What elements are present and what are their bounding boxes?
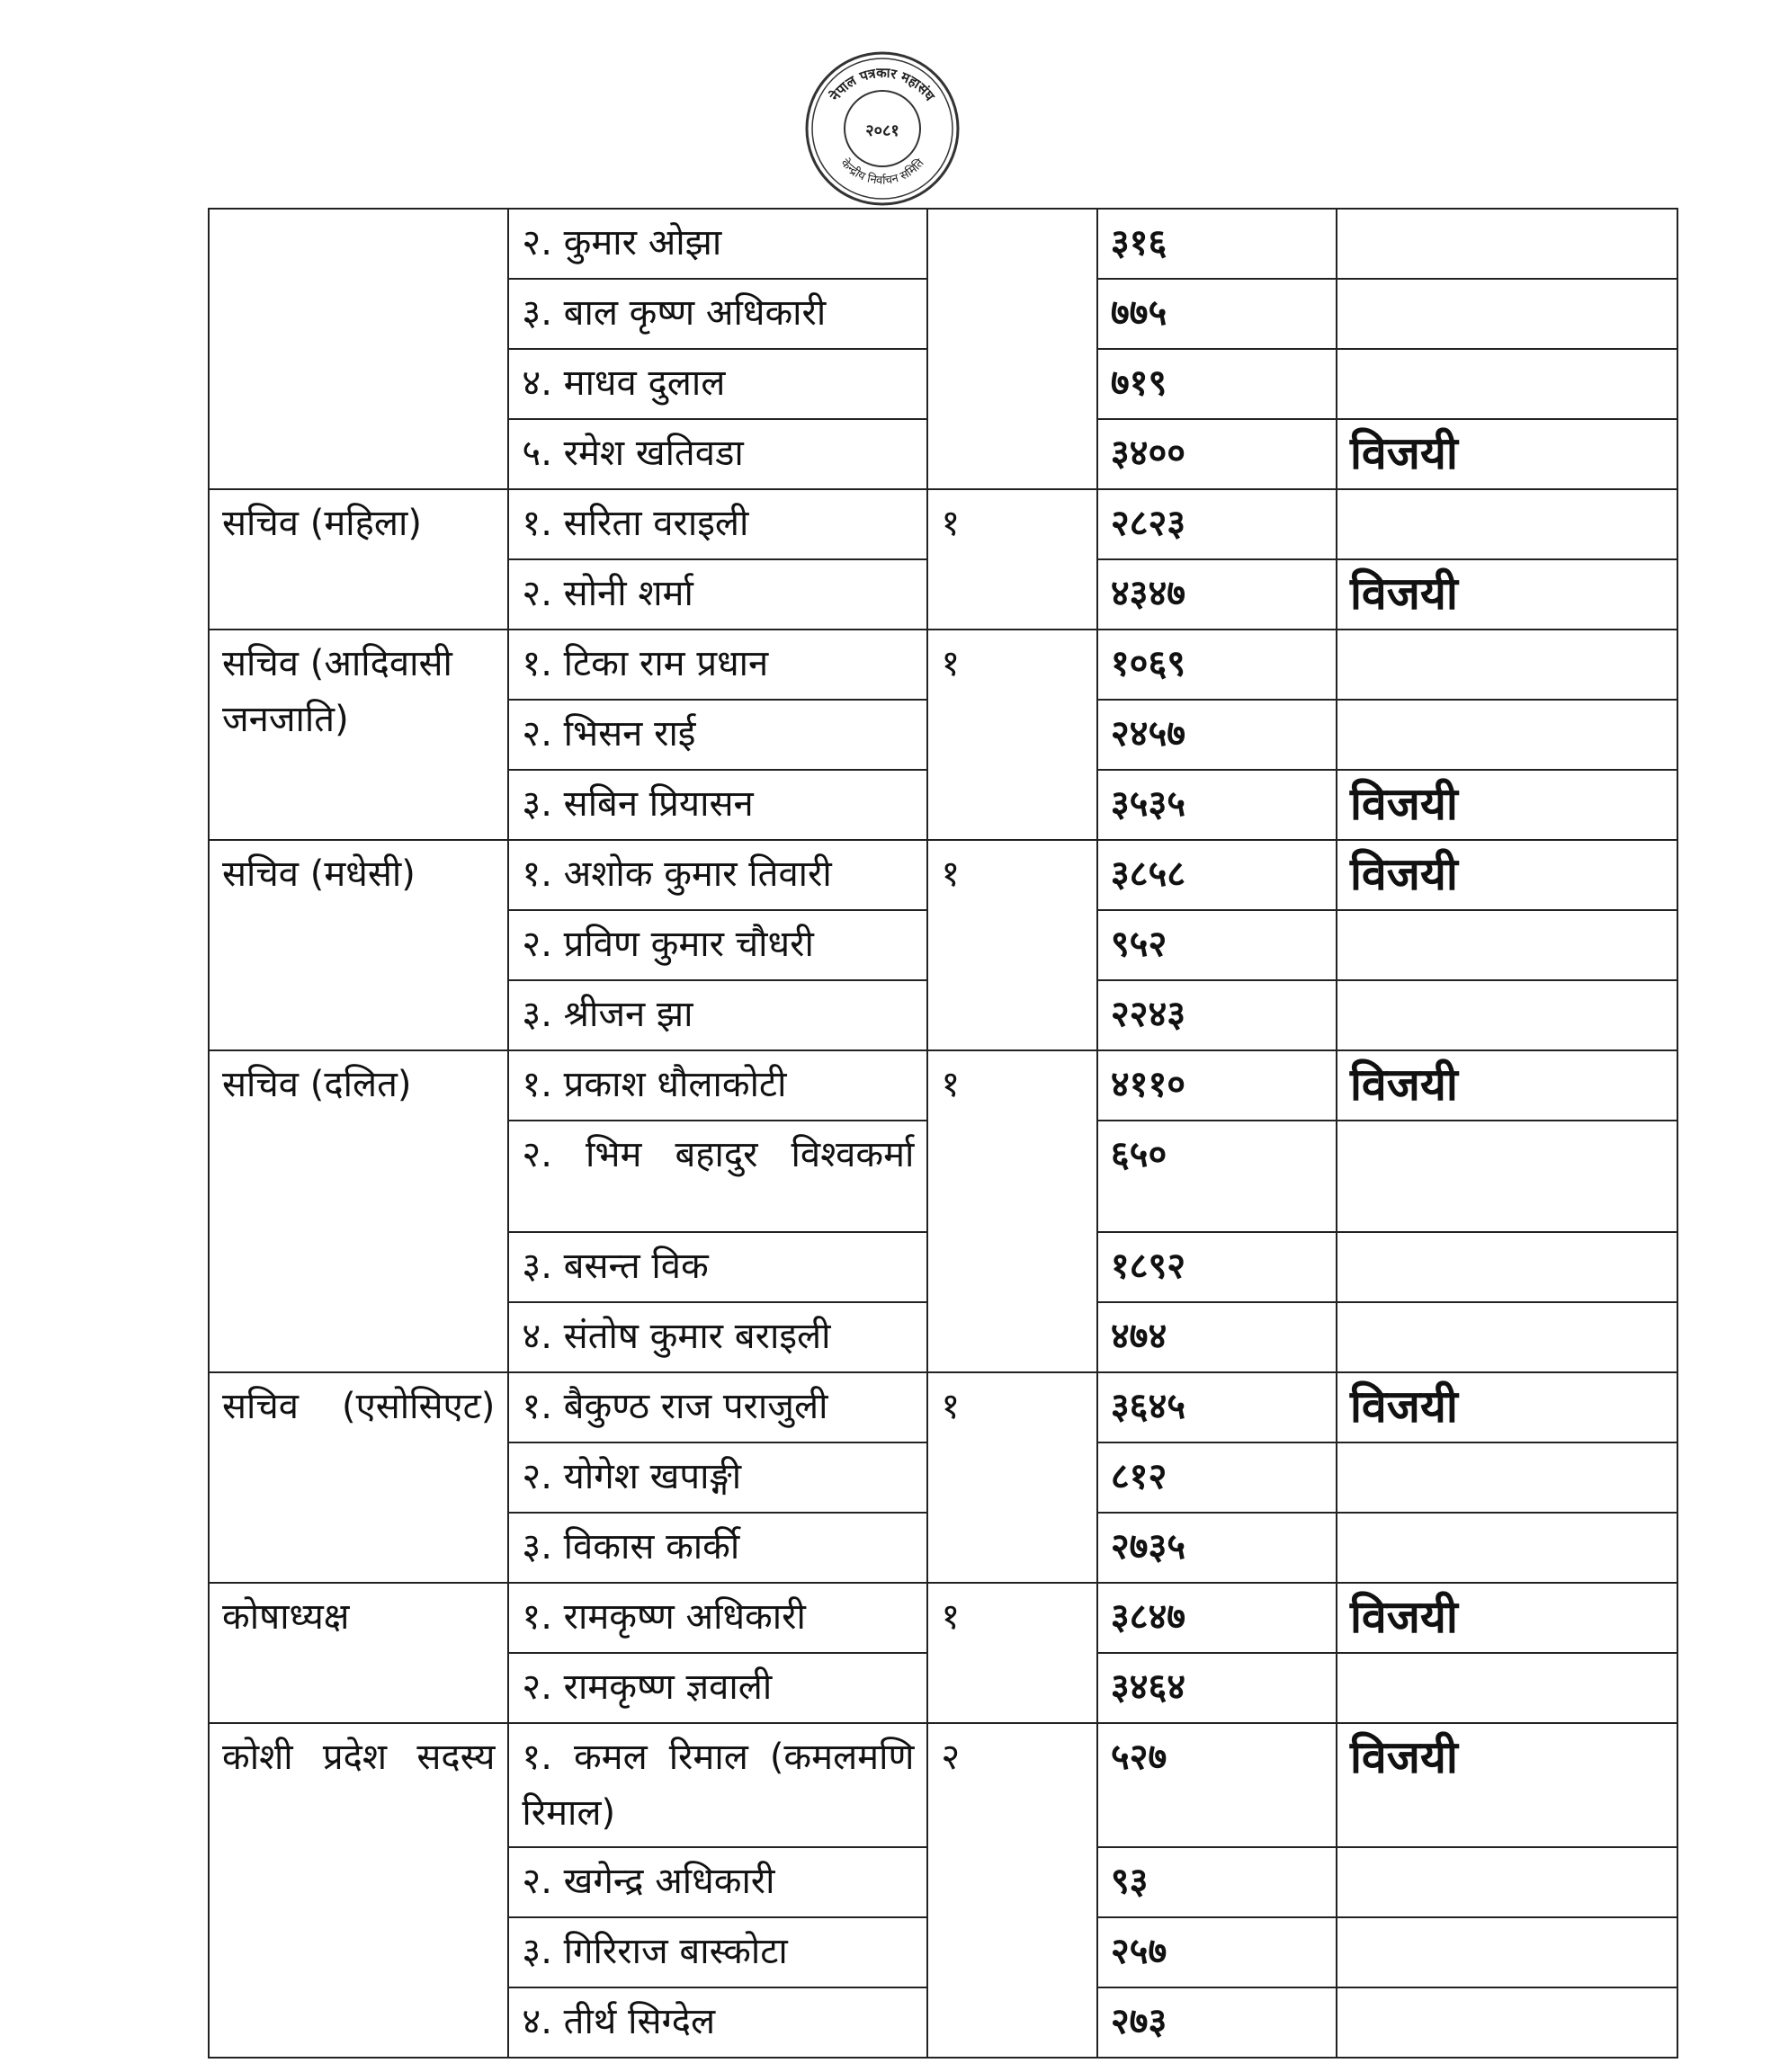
result-cell — [1337, 1513, 1677, 1583]
post-cell: सचिव (मधेसी) — [209, 840, 508, 1050]
post-cell: सचिव (आदिवासी जनजाति) — [209, 630, 508, 840]
result-cell — [1337, 349, 1677, 419]
candidate-name-cell: ३. विकास कार्की — [508, 1513, 927, 1583]
result-cell — [1337, 209, 1677, 279]
seat-count-cell: १ — [927, 1372, 1096, 1583]
result-cell — [1337, 700, 1677, 770]
candidate-name-cell: १. प्रकाश धौलाकोटी — [508, 1050, 927, 1121]
votes-cell: २७३५ — [1097, 1513, 1337, 1583]
candidate-name-cell: ४. तीर्थ सिग्देल — [508, 1987, 927, 2058]
seat-count-cell: १ — [927, 840, 1096, 1050]
candidate-name-cell: ३. गिरिराज बास्कोटा — [508, 1917, 927, 1987]
candidate-name-cell: १. बैकुण्ठ राज पराजुली — [508, 1372, 927, 1442]
result-cell — [1337, 1917, 1677, 1987]
result-cell: विजयी — [1337, 1723, 1677, 1847]
candidate-name-cell: ४. संतोष कुमार बराइली — [508, 1302, 927, 1372]
result-cell: विजयी — [1337, 1050, 1677, 1121]
result-cell: विजयी — [1337, 559, 1677, 630]
candidate-name-cell: २. प्रविण कुमार चौधरी — [508, 910, 927, 980]
result-cell — [1337, 980, 1677, 1050]
post-cell: सचिव (दलित) — [209, 1050, 508, 1372]
result-cell — [1337, 1847, 1677, 1917]
post-cell: कोशी प्रदेश सदस्य — [209, 1723, 508, 2058]
table-row — [209, 840, 1677, 910]
table-row — [209, 1583, 1677, 1653]
votes-cell: २७३ — [1097, 1987, 1337, 2058]
svg-text:केन्द्रीय निर्वाचन समिति — [837, 156, 927, 188]
result-cell: विजयी — [1337, 840, 1677, 910]
votes-cell: ३४०० — [1097, 419, 1337, 489]
votes-cell: ३५३५ — [1097, 770, 1337, 840]
result-cell: विजयी — [1337, 1372, 1677, 1442]
candidate-name-cell: ५. रमेश खतिवडा — [508, 419, 927, 489]
result-cell: विजयी — [1337, 770, 1677, 840]
post-cell — [209, 209, 508, 489]
result-cell — [1337, 1121, 1677, 1232]
candidate-name-cell: ३. बाल कृष्ण अधिकारी — [508, 279, 927, 349]
result-cell — [1337, 1442, 1677, 1513]
votes-cell: २५७ — [1097, 1917, 1337, 1987]
result-cell: विजयी — [1337, 419, 1677, 489]
votes-cell: ७१९ — [1097, 349, 1337, 419]
votes-cell: ६५० — [1097, 1121, 1337, 1232]
seal-top-text: नेपाल पत्रकार महासंघ — [827, 64, 938, 104]
seat-count-cell: १ — [927, 630, 1096, 840]
votes-cell: ४११० — [1097, 1050, 1337, 1121]
seat-count-cell: १ — [927, 489, 1096, 630]
result-cell — [1337, 489, 1677, 559]
seal-stamp — [803, 49, 961, 207]
votes-cell: ९५२ — [1097, 910, 1337, 980]
candidate-name-cell: १. अशोक कुमार तिवारी — [508, 840, 927, 910]
candidate-name-cell: २. रामकृष्ण ज्ञवाली — [508, 1653, 927, 1723]
votes-cell: ५२७ — [1097, 1723, 1337, 1847]
candidate-name-cell: ३. श्रीजन झा — [508, 980, 927, 1050]
votes-cell: ४७४ — [1097, 1302, 1337, 1372]
candidate-name-cell: ३. बसन्त विक — [508, 1232, 927, 1302]
result-cell — [1337, 1232, 1677, 1302]
votes-cell: १०६९ — [1097, 630, 1337, 700]
candidate-name-cell: १. कमल रिमाल (कमलमणि रिमाल) — [508, 1723, 927, 1847]
table-row — [209, 489, 1677, 559]
result-cell — [1337, 910, 1677, 980]
table-row — [209, 1372, 1677, 1442]
candidate-name-cell: ३. सबिन प्रियासन — [508, 770, 927, 840]
result-cell — [1337, 1987, 1677, 2058]
candidate-name-cell: १. टिका राम प्रधान — [508, 630, 927, 700]
results-table-body — [209, 209, 1677, 2058]
votes-cell: ३८४७ — [1097, 1583, 1337, 1653]
votes-cell: २८२३ — [1097, 489, 1337, 559]
post-cell: सचिव (महिला) — [209, 489, 508, 630]
candidate-name-cell: १. सरिता वराइली — [508, 489, 927, 559]
result-cell — [1337, 630, 1677, 700]
votes-cell: ३४६४ — [1097, 1653, 1337, 1723]
votes-cell: ४३४७ — [1097, 559, 1337, 630]
votes-cell: ९३ — [1097, 1847, 1337, 1917]
seat-count-cell: १ — [927, 1050, 1096, 1372]
candidate-name-cell: २. भिसन राई — [508, 700, 927, 770]
table-row — [209, 1723, 1677, 1847]
candidate-name-cell: २. योगेश खपाङ्गी — [508, 1442, 927, 1513]
results-table-wrapper — [208, 208, 1678, 2059]
candidate-name-cell: १. रामकृष्ण अधिकारी — [508, 1583, 927, 1653]
result-cell — [1337, 1302, 1677, 1372]
candidate-name-cell: २. सोनी शर्मा — [508, 559, 927, 630]
votes-cell: ८१२ — [1097, 1442, 1337, 1513]
result-cell: विजयी — [1337, 1583, 1677, 1653]
table-row — [209, 1050, 1677, 1121]
candidate-name-cell: ४. माधव दुलाल — [508, 349, 927, 419]
candidate-name-cell: २. कुमार ओझा — [508, 209, 927, 279]
votes-cell: ७७५ — [1097, 279, 1337, 349]
candidate-name-cell: २. खगेन्द्र अधिकारी — [508, 1847, 927, 1917]
post-cell: कोषाध्यक्ष — [209, 1583, 508, 1723]
result-cell — [1337, 1653, 1677, 1723]
seat-count-cell: २ — [927, 1723, 1096, 2058]
candidate-name-cell: २. भिम बहादुर विश्वकर्मा — [508, 1121, 927, 1232]
seal-bottom-text: केन्द्रीय निर्वाचन समिति — [837, 156, 927, 188]
votes-cell: १८९२ — [1097, 1232, 1337, 1302]
post-cell: सचिव (एसोसिएट) — [209, 1372, 508, 1583]
result-cell — [1337, 279, 1677, 349]
votes-cell: ३६४५ — [1097, 1372, 1337, 1442]
votes-cell: ३१६ — [1097, 209, 1337, 279]
votes-cell: ३८५८ — [1097, 840, 1337, 910]
votes-cell: २४५७ — [1097, 700, 1337, 770]
seat-count-cell — [927, 209, 1096, 489]
table-row — [209, 209, 1677, 279]
votes-cell: २२४३ — [1097, 980, 1337, 1050]
seat-count-cell: १ — [927, 1583, 1096, 1723]
seal-year: २०८१ — [865, 121, 899, 140]
table-row — [209, 630, 1677, 700]
election-results-table — [208, 208, 1678, 2059]
